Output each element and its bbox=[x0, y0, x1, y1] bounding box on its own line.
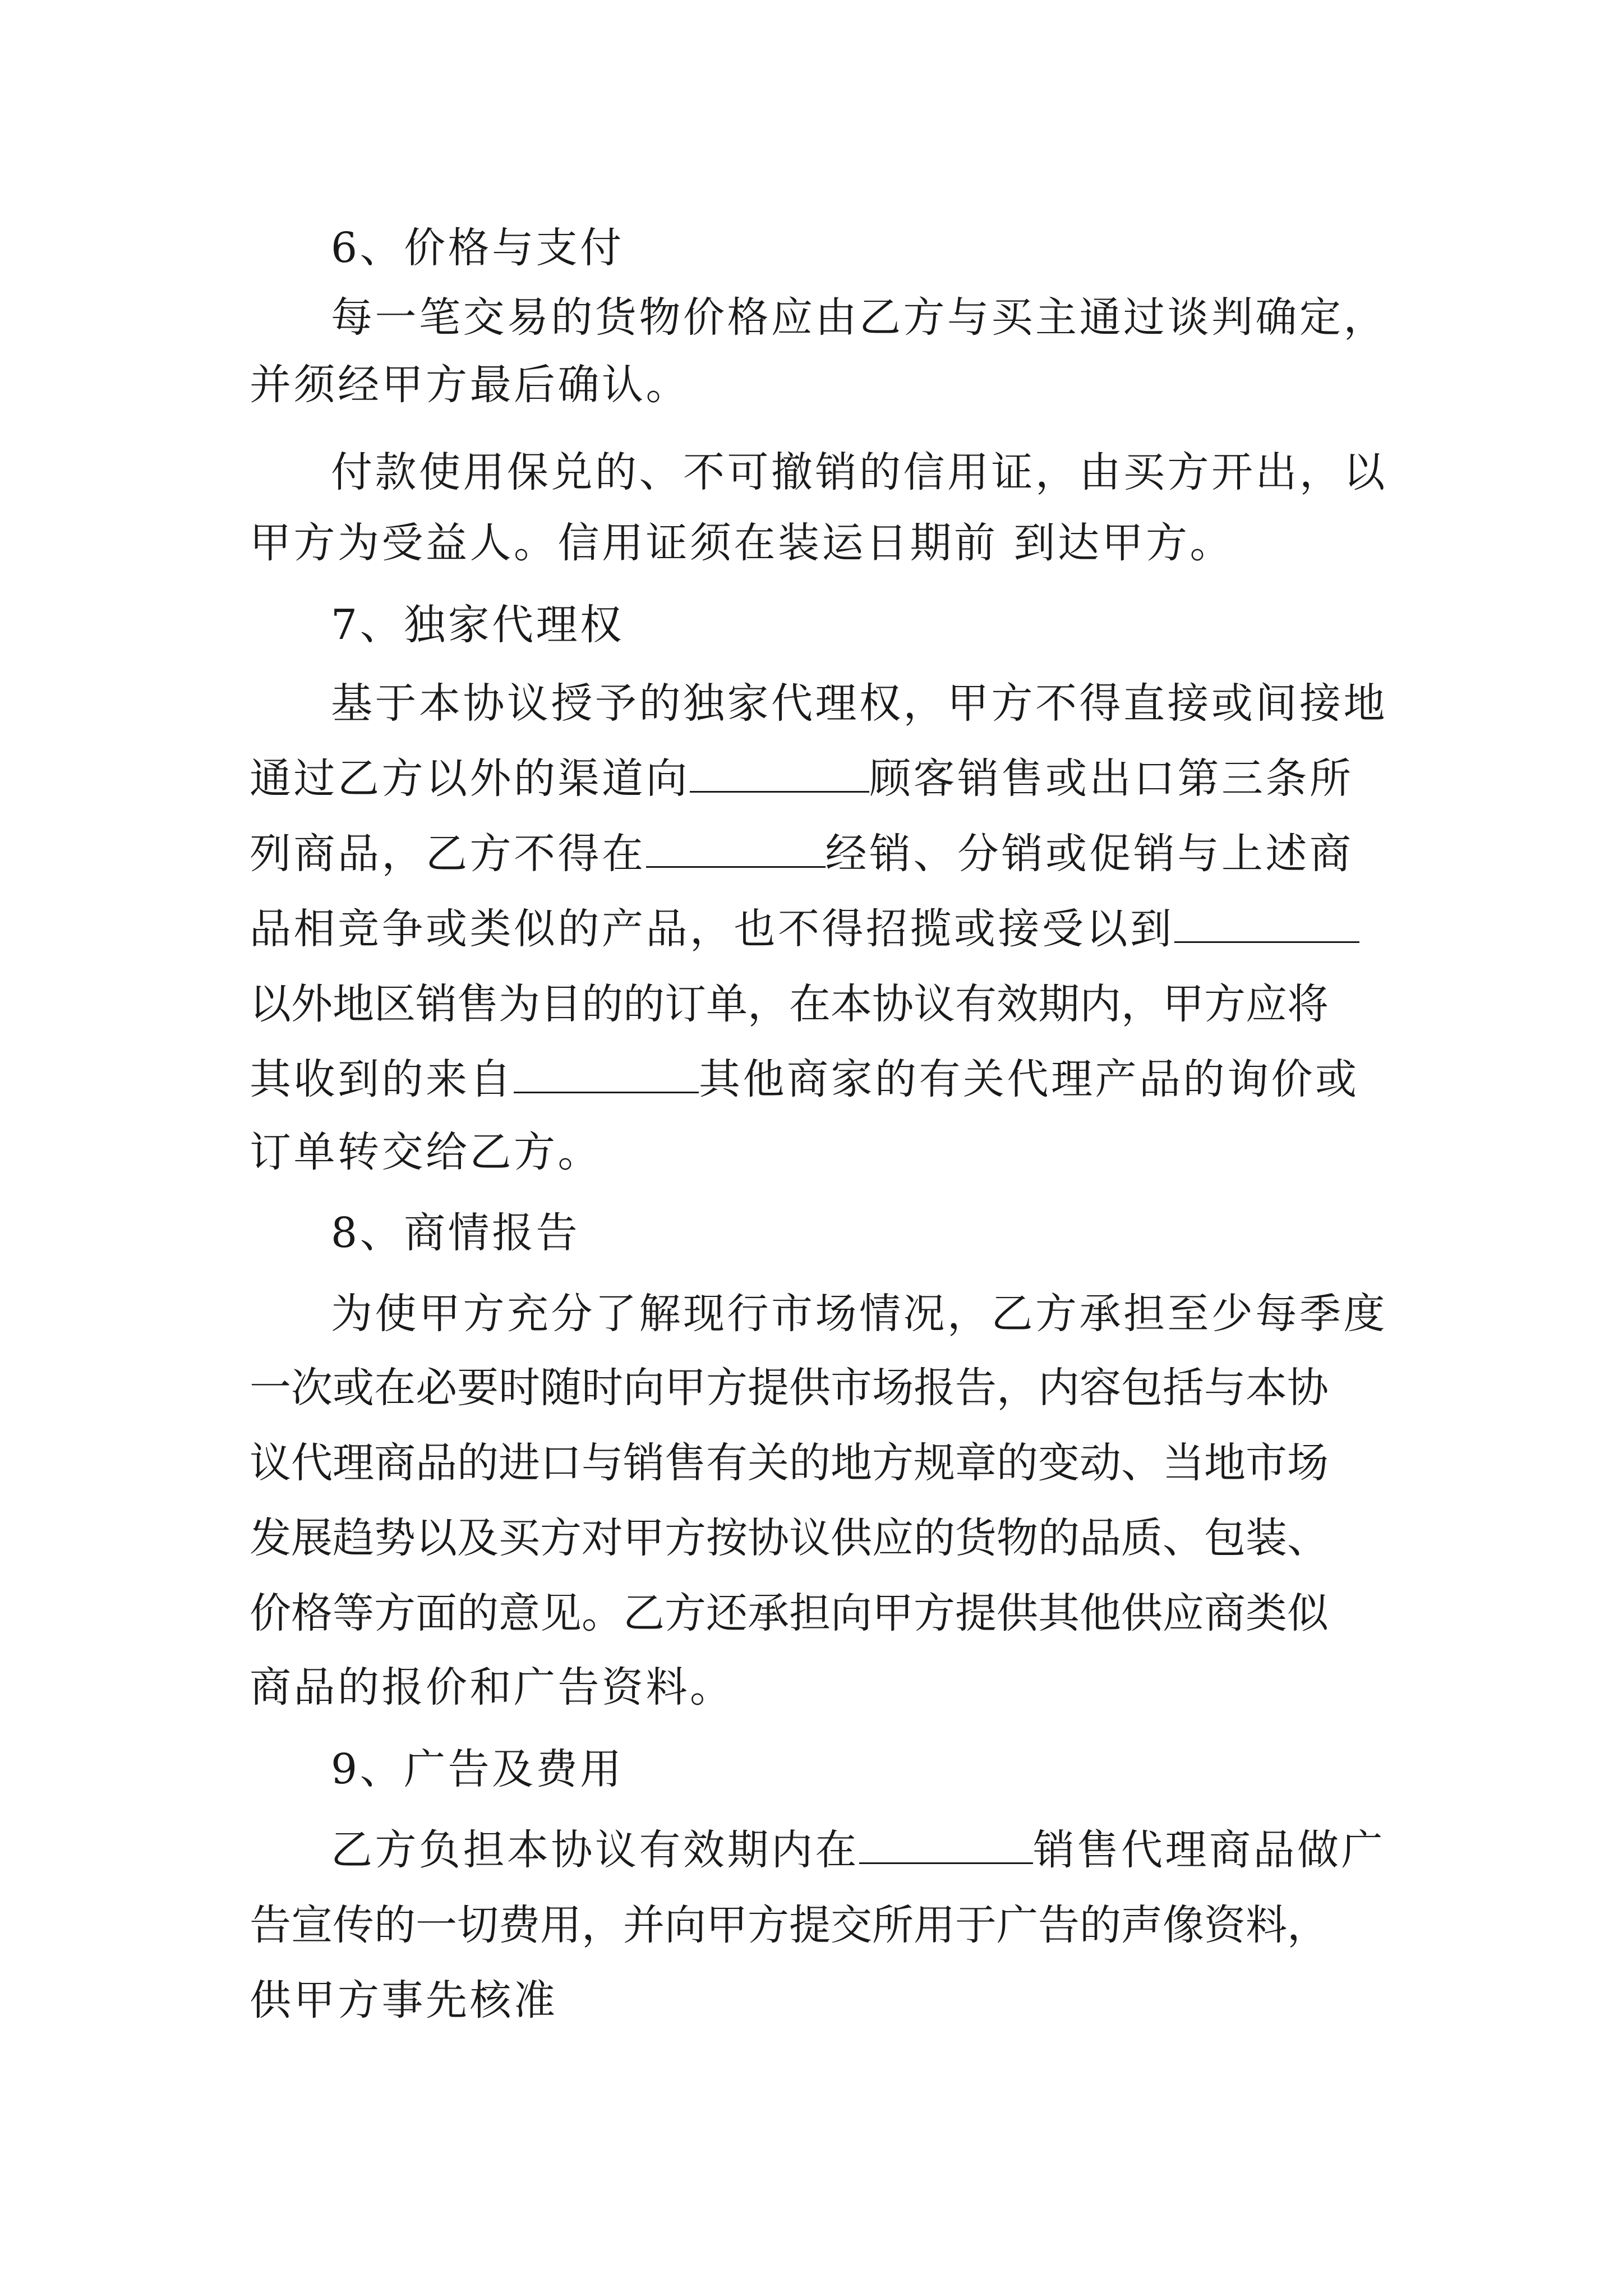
text-segment: 经销、分销或促销与上述商 bbox=[825, 830, 1354, 878]
paragraph-line: 为使甲方充分了解现行市场情况，乙方承担至少每季度 bbox=[331, 1290, 1387, 1338]
paragraph-line bbox=[250, 826, 1382, 882]
text-segment: 销售代理商品做广 bbox=[1033, 1826, 1385, 1874]
text-segment: 品相竞争或类似的产品，也不得招揽或接受以到 bbox=[250, 905, 1174, 953]
paragraph-line bbox=[250, 1051, 1382, 1107]
paragraph-line: 并须经甲方最后确认。 bbox=[250, 361, 690, 409]
paragraph-line: 基于本协议授予的独家代理权，甲方不得直接或间接地 bbox=[331, 679, 1387, 728]
section-heading-price-payment: 6、价格与支付 bbox=[331, 224, 624, 272]
section-heading-advertising-costs: 9、广告及费用 bbox=[331, 1745, 624, 1793]
fill-in-blank bbox=[514, 1057, 699, 1093]
text-segment: 列商品，乙方不得在 bbox=[250, 830, 646, 878]
section-heading-exclusive-agency: 7、独家代理权 bbox=[331, 601, 624, 649]
paragraph-line bbox=[250, 751, 1382, 807]
paragraph-line: 议代理商品的进口与销售有关的地方规章的变动、当地市场 bbox=[250, 1439, 1329, 1487]
text-segment: 顾客销售或出口第三条所 bbox=[869, 754, 1354, 803]
paragraph-line: 告宣传的一切费用，并向甲方提交所用于广告的声像资料， bbox=[250, 1901, 1329, 1949]
text-segment: 其他商家的有关代理产品的询价或 bbox=[699, 1055, 1359, 1103]
paragraph-line: 商品的报价和广告资料。 bbox=[250, 1663, 734, 1711]
fill-in-blank bbox=[859, 1828, 1033, 1864]
paragraph-line: 订单转交给乙方。 bbox=[250, 1128, 602, 1176]
text-segment: 乙方负担本协议有效期内在 bbox=[331, 1826, 859, 1874]
paragraph-line: 甲方为受益人。信用证须在装运日期前 到达甲方。 bbox=[250, 519, 1234, 567]
paragraph-line bbox=[250, 901, 1382, 957]
fill-in-blank bbox=[1174, 907, 1359, 943]
fill-in-blank bbox=[690, 756, 869, 793]
paragraph-line: 每一笔交易的货物价格应由乙方与买主通过谈判确定， bbox=[331, 293, 1387, 342]
text-segment: 其收到的来自 bbox=[250, 1055, 514, 1103]
paragraph-line: 价格等方面的意见。乙方还承担向甲方提供其他供应商类似 bbox=[250, 1589, 1329, 1637]
paragraph-line: 以外地区销售为目的的订单，在本协议有效期内，甲方应将 bbox=[250, 980, 1329, 1028]
paragraph-line: 一次或在必要时随时向甲方提供市场报告，内容包括与本协 bbox=[250, 1364, 1329, 1412]
paragraph-line: 付款使用保兑的、不可撤销的信用证，由买方开出，以 bbox=[331, 448, 1387, 496]
section-heading-market-report: 8、商情报告 bbox=[331, 1209, 580, 1257]
paragraph-line bbox=[331, 1822, 1385, 1878]
paragraph-line: 供甲方事先核准 bbox=[250, 1976, 558, 2024]
fill-in-blank bbox=[646, 831, 826, 868]
text-segment: 通过乙方以外的渠道向 bbox=[250, 754, 690, 803]
paragraph-line: 发展趋势以及买方对甲方按协议供应的货物的品质、包装、 bbox=[250, 1514, 1329, 1562]
